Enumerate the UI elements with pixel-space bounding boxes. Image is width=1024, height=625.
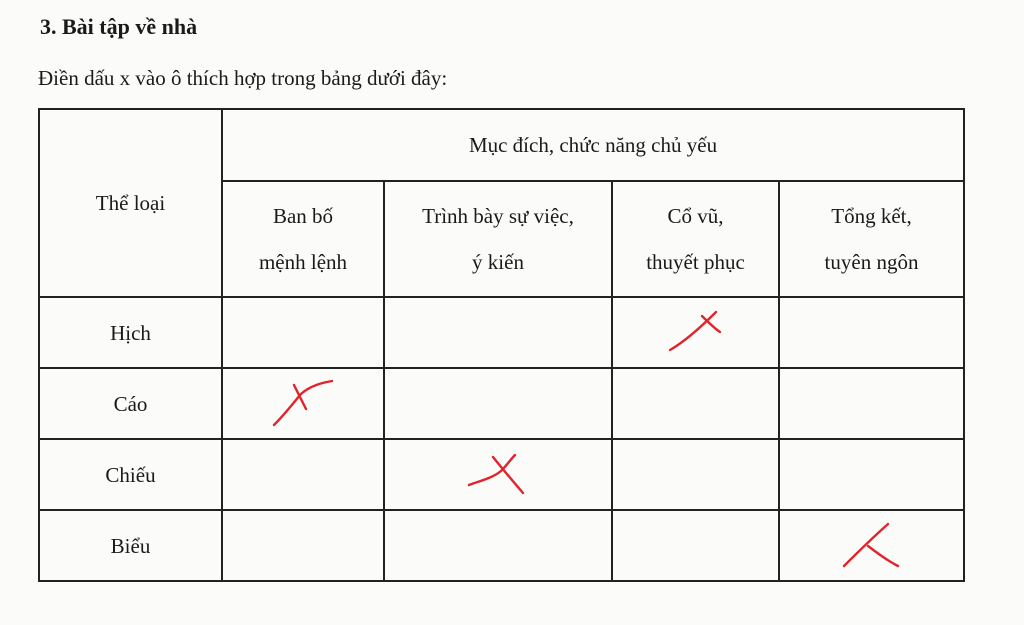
- table-row: [39, 439, 964, 510]
- answer-cell[interactable]: [384, 439, 612, 510]
- column-header-encourage: Cổ vũ, thuyết phục: [612, 181, 779, 297]
- instruction-text: Điền dấu x vào ô thích hợp trong bảng dưới đây:: [38, 66, 448, 90]
- row-label: Cáo: [39, 368, 222, 439]
- table-row: [39, 368, 964, 439]
- answer-cell[interactable]: [612, 439, 779, 510]
- table-row: [39, 510, 964, 581]
- answer-cell[interactable]: [222, 439, 384, 510]
- answer-cell[interactable]: [222, 510, 384, 581]
- answer-cell[interactable]: [384, 297, 612, 368]
- column-header-summarize: Tổng kết, tuyên ngôn: [779, 181, 964, 297]
- purpose-group-header: Mục đích, chức năng chủ yếu: [222, 109, 964, 181]
- handwritten-x-icon: [666, 310, 726, 356]
- answer-cell[interactable]: [222, 297, 384, 368]
- row-label: Chiếu: [39, 439, 222, 510]
- answer-cell[interactable]: [612, 368, 779, 439]
- handwritten-x-icon: [467, 453, 529, 497]
- answer-cell[interactable]: [612, 297, 779, 368]
- answer-cell[interactable]: [779, 439, 964, 510]
- answer-cell[interactable]: [779, 297, 964, 368]
- handwritten-x-icon: [270, 379, 336, 429]
- answer-table: [38, 108, 965, 582]
- row-label: Hịch: [39, 297, 222, 368]
- answer-cell[interactable]: [779, 368, 964, 439]
- answer-cell[interactable]: [779, 510, 964, 581]
- handwritten-x-icon: [842, 522, 902, 570]
- answer-cell[interactable]: [222, 368, 384, 439]
- answer-cell[interactable]: [384, 368, 612, 439]
- section-title: 3. Bài tập về nhà: [40, 14, 198, 39]
- answer-cell[interactable]: [612, 510, 779, 581]
- table-row: [39, 297, 964, 368]
- column-header-command: Ban bố mệnh lệnh: [222, 181, 384, 297]
- genre-header: Thể loại: [39, 109, 222, 297]
- row-label: Biểu: [39, 510, 222, 581]
- column-header-present: Trình bày sự việc, ý kiến: [384, 181, 612, 297]
- answer-cell[interactable]: [384, 510, 612, 581]
